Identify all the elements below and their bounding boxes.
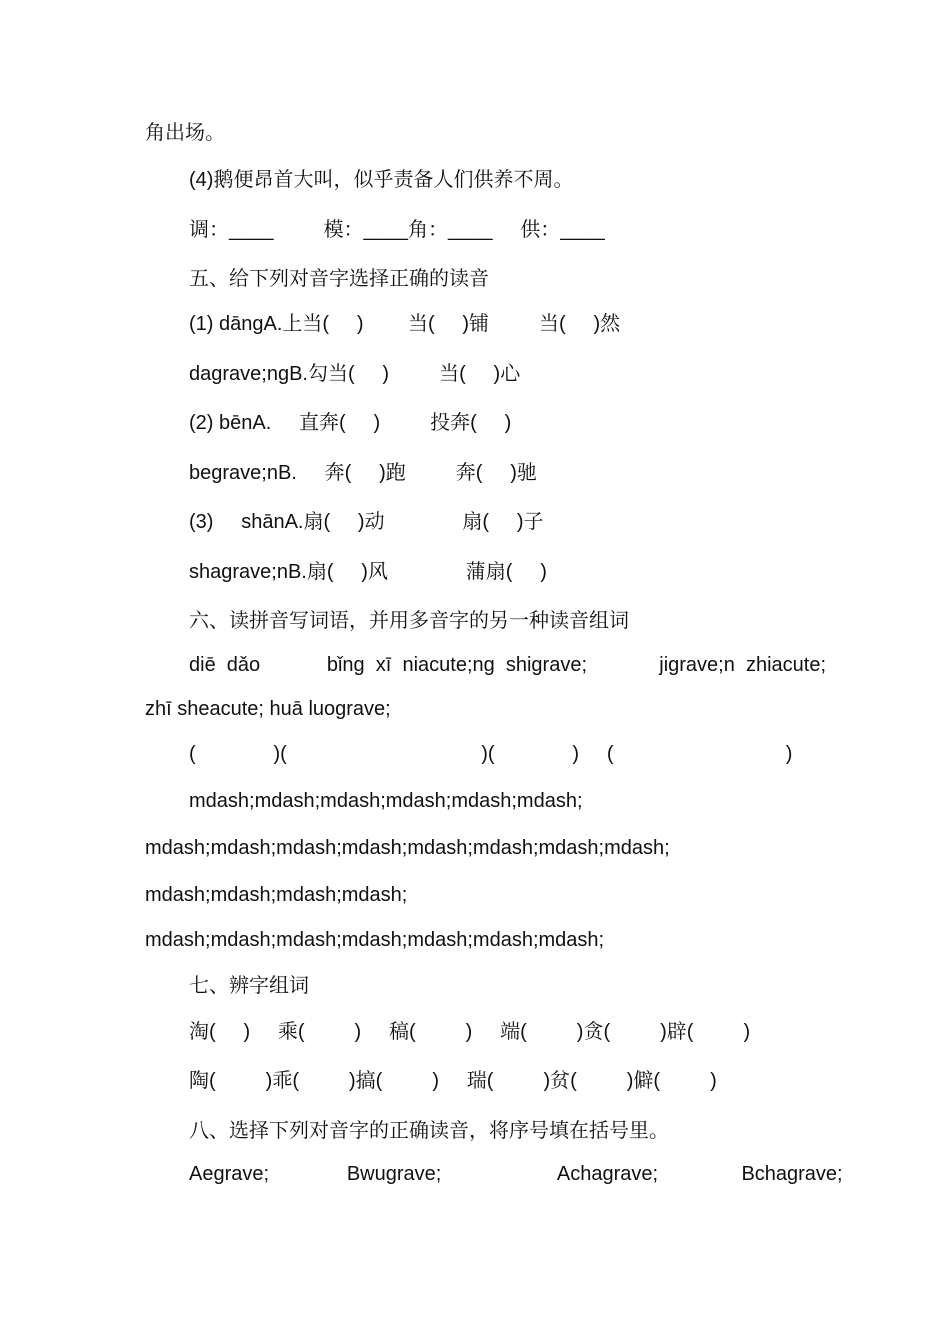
question-line: dagrave;ngB.勾当( ) 当( )心 (189, 363, 521, 385)
text-line: 角出场。 (145, 122, 225, 144)
question-line: (1) dāngA.上当( ) 当( )铺 当( )然 (189, 313, 621, 335)
word-group-line: 淘( ) 乘( ) 稿( ) 端( )贪( )辟( ) (189, 1021, 751, 1043)
dash-line: mdash;mdash;mdash;mdash;mdash;mdash;mdash; (145, 929, 605, 951)
question-line: (3) shānA.扇( )动 扇( )子 (189, 511, 544, 533)
question-line: shagrave;nB.扇( )风 蒲扇( ) (189, 561, 547, 583)
answer-brackets-line: ( )( )( ) ( ) (189, 743, 793, 765)
section-heading-6: 六、读拼音写词语，并用多音字的另一种读音组词 (189, 610, 629, 632)
word-group-line: 陶( )乖( )搞( ) 瑞( )贫( )僻( ) (189, 1070, 717, 1092)
dash-line: mdash;mdash;mdash;mdash;mdash;mdash;mdash;mdash; (145, 837, 670, 859)
question-line: (2) bēnA. 直奔( ) 投奔( ) (189, 412, 512, 434)
section-heading-5: 五、给下列对音字选择正确的读音 (189, 268, 489, 290)
pinyin-line: zhī sheacute; huā luograve; (145, 698, 391, 720)
dash-line: mdash;mdash;mdash;mdash;mdash;mdash; (189, 790, 583, 812)
pinyin-line: diē dǎo bǐng xī niacute;ng shigrave; jigrave;n zhiacute; (189, 654, 827, 676)
section-heading-8: 八、选择下列对音字的正确读音，将序号填在括号里。 (189, 1120, 669, 1142)
fill-blank-line: 调：____ 模：____角：____ 供：____ (189, 219, 605, 241)
section-heading-7: 七、辨字组词 (189, 975, 309, 997)
question-line: begrave;nB. 奔( )跑 奔( )驰 (189, 462, 537, 484)
dash-line: mdash;mdash;mdash;mdash; (145, 884, 408, 906)
option-line: Aegrave; Bwugrave; Achagrave; Bchagrave; (189, 1163, 843, 1185)
text-line: (4)鹅便昂首大叫，似乎责备人们供养不周。 (189, 169, 574, 191)
